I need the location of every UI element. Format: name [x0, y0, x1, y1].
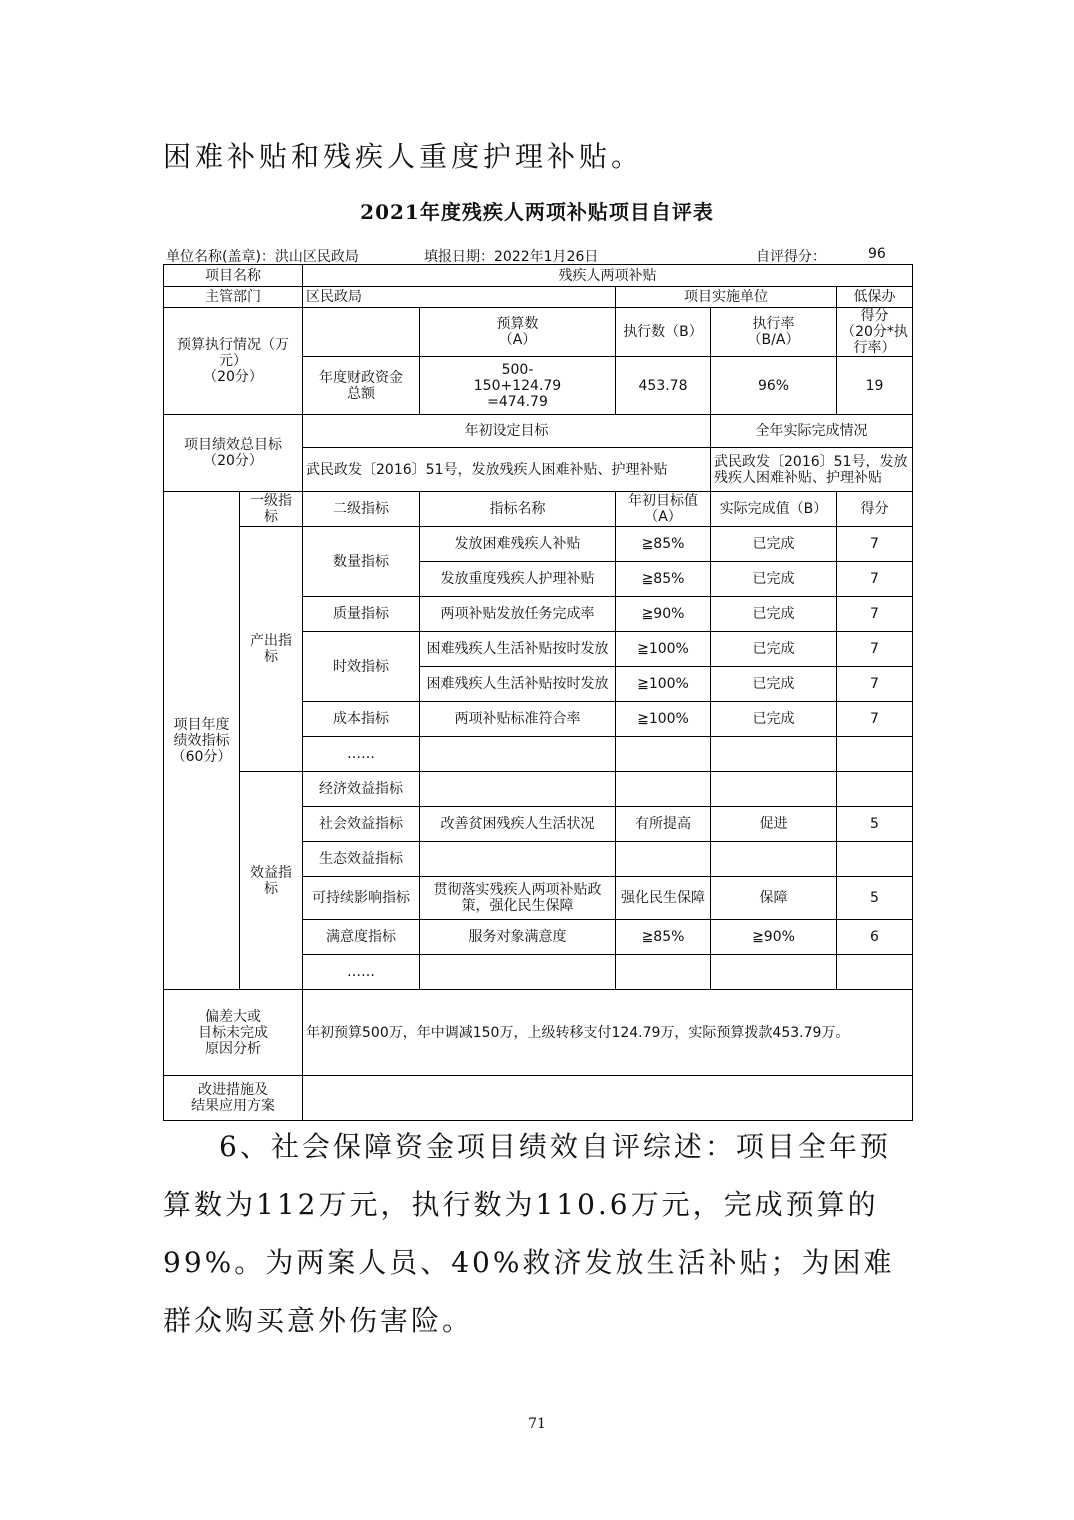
output-indicator-label: 产出指 标 [240, 527, 303, 772]
category-satisfaction: 满意度指标 [303, 920, 420, 955]
dept-label: 主管部门 [164, 287, 303, 308]
indicator-actual: 促进 [711, 807, 837, 842]
score-header: 得分 [837, 492, 913, 527]
empty-cell [420, 842, 616, 877]
budget-header-score: 得分 （20分*执行率） [837, 308, 913, 357]
indicator-name: 贯彻落实残疾人两项补贴政策，强化民生保障 [420, 877, 616, 920]
indicator-score: 7 [837, 527, 913, 562]
actual-header: 实际完成值（B） [711, 492, 837, 527]
fund-total-label: 年度财政资金 总额 [303, 357, 420, 415]
indicator-target: ≧90% [616, 597, 711, 632]
table-row [164, 772, 913, 807]
benefit-indicator-label: 效益指 标 [240, 772, 303, 990]
budget-header-b: 执行数（B） [616, 308, 711, 357]
indicator-name: 服务对象满意度 [420, 920, 616, 955]
indicator-name: 两项补贴发放任务完成率 [420, 597, 616, 632]
ellipsis-cell: …… [303, 955, 420, 990]
ellipsis-cell: …… [303, 737, 420, 772]
goal-actual-text: 武民政发〔2016〕51号，发放残疾人困难补贴、护理补贴 [711, 448, 913, 492]
category-social: 社会效益指标 [303, 807, 420, 842]
rate-value: 96% [711, 357, 837, 415]
impl-unit-label: 项目实施单位 [616, 287, 837, 308]
empty-cell [711, 772, 837, 807]
deviation-label: 偏差大或 目标未完成 原因分析 [164, 990, 303, 1076]
empty-cell [837, 737, 913, 772]
project-name-value: 残疾人两项补贴 [303, 265, 913, 287]
indicator-actual: 已完成 [711, 667, 837, 702]
meta-row [164, 246, 912, 266]
budget-row-label: 预算执行情况（万元） （20分） [164, 308, 303, 415]
document-title: 2021年度残疾人两项补贴项目自评表 [360, 200, 714, 224]
self-score-label: 自评得分： [756, 249, 826, 265]
empty-cell [711, 955, 837, 990]
indicator-target: ≧100% [616, 667, 711, 702]
indicator-score: 7 [837, 562, 913, 597]
budget-blank-cell [303, 308, 420, 357]
table-row [164, 527, 913, 562]
category-ecological: 生态效益指标 [303, 842, 420, 877]
goal-initial-text: 武民政发〔2016〕51号，发放残疾人困难补贴、护理补贴 [303, 448, 711, 492]
indicator-name-header: 指标名称 [420, 492, 616, 527]
indicator-target: ≧85% [616, 562, 711, 597]
indicator-actual: 已完成 [711, 702, 837, 737]
improvement-label: 改进措施及 结果应用方案 [164, 1076, 303, 1121]
goal-actual-header: 全年实际完成情况 [711, 415, 913, 448]
indicator-score: 7 [837, 597, 913, 632]
indicator-score: 5 [837, 807, 913, 842]
indicator-name: 困难残疾人生活补贴按时发放 [420, 632, 616, 667]
category-sustainability: 可持续影响指标 [303, 877, 420, 920]
empty-cell [616, 955, 711, 990]
indicator-target: ≧100% [616, 702, 711, 737]
level1-header: 一级指 标 [240, 492, 303, 527]
indicator-target: ≧85% [616, 920, 711, 955]
category-cost: 成本指标 [303, 702, 420, 737]
paragraph-top: 困难补贴和残疾人重度护理补贴。 [163, 140, 644, 173]
indicator-target: ≧85% [616, 527, 711, 562]
indicator-target: 强化民生保障 [616, 877, 711, 920]
indicator-actual: 已完成 [711, 527, 837, 562]
indicator-actual: ≧90% [711, 920, 837, 955]
indicator-name: 困难残疾人生活补贴按时发放 [420, 667, 616, 702]
deviation-text: 年初预算500万，年中调减150万，上级转移支付124.79万，实际预算拨款453.79万。 [303, 990, 913, 1076]
indicator-name: 发放重度残疾人护理补贴 [420, 562, 616, 597]
indicator-name: 改善贫困残疾人生活状况 [420, 807, 616, 842]
category-quality: 质量指标 [303, 597, 420, 632]
project-name-label: 项目名称 [164, 265, 303, 287]
indicator-score: 6 [837, 920, 913, 955]
empty-cell [420, 737, 616, 772]
budget-header-rate: 执行率 （B/A） [711, 308, 837, 357]
indicators-row-label: 项目年度 绩效指标 （60分） [164, 492, 240, 990]
indicator-actual: 已完成 [711, 562, 837, 597]
indicator-score: 7 [837, 632, 913, 667]
indicator-name: 发放困难残疾人补贴 [420, 527, 616, 562]
level2-header: 二级指标 [303, 492, 420, 527]
empty-cell [420, 772, 616, 807]
category-economic: 经济效益指标 [303, 772, 420, 807]
evaluation-table [163, 264, 913, 1121]
indicator-target: 有所提高 [616, 807, 711, 842]
paragraph-bottom: 6、社会保障资金项目绩效自评综述：项目全年预算数为112万元，执行数为110.6万元，完成预算的99%。为两案人员、40%救济发放生活补贴；为困难群众购买意外伤害险。 [163, 1130, 895, 1337]
empty-cell [616, 772, 711, 807]
indicator-name: 两项补贴标准符合率 [420, 702, 616, 737]
unit-name: 单位名称(盖章)：洪山区民政局 [166, 249, 359, 265]
indicator-actual: 已完成 [711, 632, 837, 667]
dept-value: 区民政局 [303, 287, 616, 308]
indicator-actual: 保障 [711, 877, 837, 920]
budget-score-value: 19 [837, 357, 913, 415]
self-score-value: 96 [868, 246, 886, 262]
target-header: 年初目标值 （A） [616, 492, 711, 527]
empty-cell [616, 842, 711, 877]
indicator-score: 7 [837, 702, 913, 737]
empty-cell [837, 772, 913, 807]
fill-date: 填报日期：2022年1月26日 [424, 249, 599, 265]
category-quantity: 数量指标 [303, 527, 420, 597]
empty-cell [837, 842, 913, 877]
indicator-score: 7 [837, 667, 913, 702]
improvement-text [303, 1076, 913, 1121]
empty-cell [420, 955, 616, 990]
goal-initial-header: 年初设定目标 [303, 415, 711, 448]
empty-cell [711, 842, 837, 877]
indicator-actual: 已完成 [711, 597, 837, 632]
budget-value: 500- 150+124.79 =474.79 [420, 357, 616, 415]
budget-header-a: 预算数 （A） [420, 308, 616, 357]
goal-row-label: 项目绩效总目标 （20分） [164, 415, 303, 492]
category-time: 时效指标 [303, 632, 420, 702]
page-number: 71 [528, 1416, 546, 1432]
exec-value: 453.78 [616, 357, 711, 415]
empty-cell [616, 737, 711, 772]
impl-unit-value: 低保办 [837, 287, 913, 308]
indicator-score: 5 [837, 877, 913, 920]
empty-cell [837, 955, 913, 990]
empty-cell [711, 737, 837, 772]
indicator-target: ≧100% [616, 632, 711, 667]
